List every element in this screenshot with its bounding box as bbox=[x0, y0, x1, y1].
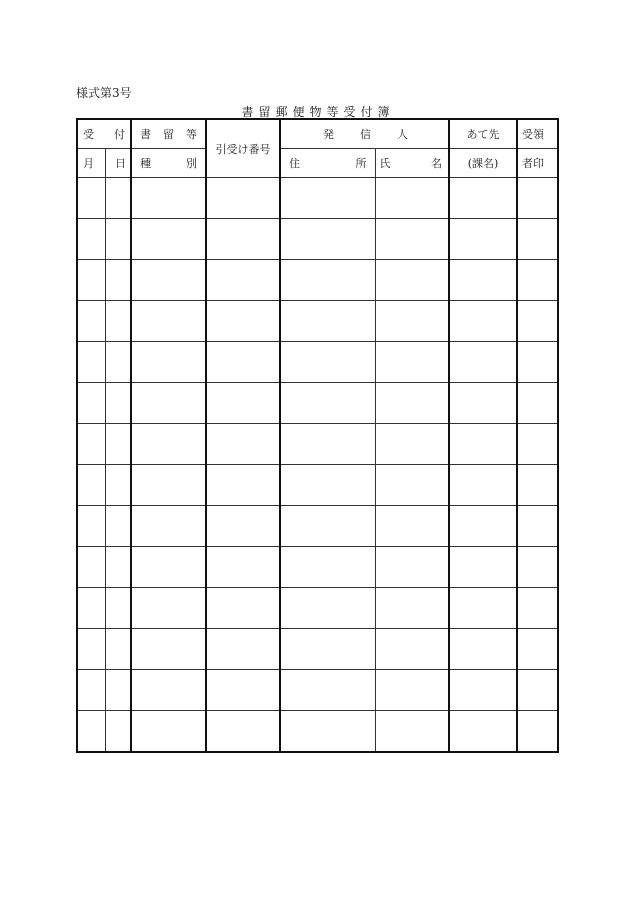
registered-mail-ledger bbox=[76, 118, 559, 753]
table-row bbox=[77, 547, 558, 588]
cell-registered-type[interactable] bbox=[131, 301, 206, 342]
cell-day[interactable] bbox=[105, 465, 131, 506]
cell-sender-address[interactable] bbox=[280, 629, 375, 670]
cell-destination[interactable] bbox=[449, 629, 517, 670]
cell-registered-type[interactable] bbox=[131, 178, 206, 219]
cell-destination[interactable] bbox=[449, 465, 517, 506]
cell-sender-address[interactable] bbox=[280, 588, 375, 629]
cell-tracking-number[interactable] bbox=[206, 424, 280, 465]
cell-day[interactable] bbox=[105, 178, 131, 219]
cell-sender-name[interactable] bbox=[375, 342, 449, 383]
cell-month[interactable] bbox=[77, 383, 105, 424]
cell-sender-name[interactable] bbox=[375, 629, 449, 670]
cell-receipt-seal[interactable] bbox=[517, 260, 558, 301]
cell-receipt-seal[interactable] bbox=[517, 424, 558, 465]
cell-receipt-seal[interactable] bbox=[517, 506, 558, 547]
cell-destination[interactable] bbox=[449, 424, 517, 465]
cell-month[interactable] bbox=[77, 670, 105, 711]
table-row bbox=[77, 383, 558, 424]
cell-day[interactable] bbox=[105, 670, 131, 711]
cell-sender-name[interactable] bbox=[375, 465, 449, 506]
cell-month[interactable] bbox=[77, 424, 105, 465]
cell-day[interactable] bbox=[105, 506, 131, 547]
cell-sender-name[interactable] bbox=[375, 547, 449, 588]
cell-registered-type[interactable] bbox=[131, 342, 206, 383]
cell-registered-type[interactable] bbox=[131, 219, 206, 260]
cell-day[interactable] bbox=[105, 629, 131, 670]
cell-registered-type[interactable] bbox=[131, 383, 206, 424]
cell-sender-name[interactable] bbox=[375, 383, 449, 424]
table-row bbox=[77, 178, 558, 219]
header-department: (課名) bbox=[449, 149, 517, 178]
cell-receipt-seal[interactable] bbox=[517, 711, 558, 753]
form-number: 様式第3号 bbox=[76, 86, 132, 100]
table-row bbox=[77, 506, 558, 547]
cell-receipt-seal[interactable] bbox=[517, 670, 558, 711]
cell-destination[interactable] bbox=[449, 342, 517, 383]
cell-destination[interactable] bbox=[449, 506, 517, 547]
cell-destination[interactable] bbox=[449, 547, 517, 588]
cell-sender-name[interactable] bbox=[375, 178, 449, 219]
cell-tracking-number[interactable] bbox=[206, 588, 280, 629]
cell-tracking-number[interactable] bbox=[206, 301, 280, 342]
cell-sender-name[interactable] bbox=[375, 670, 449, 711]
cell-month[interactable] bbox=[77, 301, 105, 342]
cell-destination[interactable] bbox=[449, 260, 517, 301]
cell-sender-address[interactable] bbox=[280, 301, 375, 342]
cell-receipt-seal[interactable] bbox=[517, 219, 558, 260]
cell-day[interactable] bbox=[105, 547, 131, 588]
cell-registered-type[interactable] bbox=[131, 629, 206, 670]
cell-month[interactable] bbox=[77, 465, 105, 506]
cell-sender-name[interactable] bbox=[375, 301, 449, 342]
cell-day[interactable] bbox=[105, 424, 131, 465]
cell-registered-type[interactable] bbox=[131, 588, 206, 629]
table-row bbox=[77, 219, 558, 260]
table-row bbox=[77, 465, 558, 506]
header-month: 月 bbox=[77, 149, 105, 178]
cell-sender-address[interactable] bbox=[280, 670, 375, 711]
cell-tracking-number[interactable] bbox=[206, 670, 280, 711]
cell-destination[interactable] bbox=[449, 588, 517, 629]
header-type: 種 別 bbox=[131, 149, 206, 178]
cell-sender-name[interactable] bbox=[375, 588, 449, 629]
table-row bbox=[77, 588, 558, 629]
header-name: 氏 名 bbox=[375, 149, 449, 178]
cell-sender-address[interactable] bbox=[280, 465, 375, 506]
cell-day[interactable] bbox=[105, 711, 131, 753]
cell-month[interactable] bbox=[77, 711, 105, 753]
cell-sender-address[interactable] bbox=[280, 506, 375, 547]
header-tracking-number: 引受け番号 bbox=[206, 119, 280, 178]
header-destination: あて先 bbox=[449, 119, 517, 149]
header-sender: 発 信 人 bbox=[280, 119, 449, 149]
cell-month[interactable] bbox=[77, 342, 105, 383]
cell-sender-address[interactable] bbox=[280, 260, 375, 301]
cell-sender-name[interactable] bbox=[375, 424, 449, 465]
page-title: 書留郵便物等受付簿 bbox=[241, 105, 395, 119]
cell-sender-address[interactable] bbox=[280, 178, 375, 219]
cell-month[interactable] bbox=[77, 219, 105, 260]
cell-month[interactable] bbox=[77, 588, 105, 629]
header-registered: 書 留 等 bbox=[131, 119, 206, 149]
cell-month[interactable] bbox=[77, 260, 105, 301]
table-row bbox=[77, 260, 558, 301]
cell-sender-name[interactable] bbox=[375, 506, 449, 547]
cell-month[interactable] bbox=[77, 547, 105, 588]
cell-receipt-seal[interactable] bbox=[517, 588, 558, 629]
cell-tracking-number[interactable] bbox=[206, 629, 280, 670]
cell-destination[interactable] bbox=[449, 711, 517, 753]
cell-tracking-number[interactable] bbox=[206, 219, 280, 260]
cell-sender-name[interactable] bbox=[375, 260, 449, 301]
cell-day[interactable] bbox=[105, 260, 131, 301]
table-row bbox=[77, 670, 558, 711]
cell-tracking-number[interactable] bbox=[206, 506, 280, 547]
cell-receipt-seal[interactable] bbox=[517, 465, 558, 506]
cell-tracking-number[interactable] bbox=[206, 342, 280, 383]
cell-registered-type[interactable] bbox=[131, 547, 206, 588]
table-row bbox=[77, 342, 558, 383]
cell-receipt-seal[interactable] bbox=[517, 178, 558, 219]
cell-day[interactable] bbox=[105, 301, 131, 342]
cell-tracking-number[interactable] bbox=[206, 465, 280, 506]
cell-month[interactable] bbox=[77, 506, 105, 547]
cell-tracking-number[interactable] bbox=[206, 178, 280, 219]
cell-sender-address[interactable] bbox=[280, 342, 375, 383]
cell-day[interactable] bbox=[105, 383, 131, 424]
cell-day[interactable] bbox=[105, 342, 131, 383]
cell-sender-address[interactable] bbox=[280, 424, 375, 465]
table-row bbox=[77, 629, 558, 670]
cell-month[interactable] bbox=[77, 629, 105, 670]
cell-tracking-number[interactable] bbox=[206, 260, 280, 301]
cell-sender-address[interactable] bbox=[280, 383, 375, 424]
cell-sender-address[interactable] bbox=[280, 711, 375, 753]
table-row bbox=[77, 711, 558, 753]
header-day: 日 bbox=[105, 149, 131, 178]
header-receipt: 受領 bbox=[517, 119, 558, 149]
cell-tracking-number[interactable] bbox=[206, 547, 280, 588]
cell-receipt-seal[interactable] bbox=[517, 342, 558, 383]
table-row bbox=[77, 424, 558, 465]
cell-registered-type[interactable] bbox=[131, 670, 206, 711]
cell-destination[interactable] bbox=[449, 219, 517, 260]
cell-registered-type[interactable] bbox=[131, 424, 206, 465]
cell-sender-address[interactable] bbox=[280, 219, 375, 260]
header-address: 住 所 bbox=[280, 149, 375, 178]
cell-destination[interactable] bbox=[449, 670, 517, 711]
cell-sender-name[interactable] bbox=[375, 711, 449, 753]
cell-registered-type[interactable] bbox=[131, 465, 206, 506]
cell-receipt-seal[interactable] bbox=[517, 301, 558, 342]
cell-sender-name[interactable] bbox=[375, 219, 449, 260]
cell-tracking-number[interactable] bbox=[206, 383, 280, 424]
cell-destination[interactable] bbox=[449, 301, 517, 342]
cell-destination[interactable] bbox=[449, 178, 517, 219]
cell-receipt-seal[interactable] bbox=[517, 547, 558, 588]
cell-receipt-seal[interactable] bbox=[517, 383, 558, 424]
cell-sender-address[interactable] bbox=[280, 547, 375, 588]
cell-registered-type[interactable] bbox=[131, 260, 206, 301]
cell-month[interactable] bbox=[77, 178, 105, 219]
cell-tracking-number[interactable] bbox=[206, 711, 280, 753]
cell-day[interactable] bbox=[105, 219, 131, 260]
cell-receipt-seal[interactable] bbox=[517, 629, 558, 670]
table-row bbox=[77, 301, 558, 342]
cell-destination[interactable] bbox=[449, 383, 517, 424]
cell-registered-type[interactable] bbox=[131, 711, 206, 753]
header-received: 受 付 bbox=[77, 119, 131, 149]
cell-registered-type[interactable] bbox=[131, 506, 206, 547]
cell-day[interactable] bbox=[105, 588, 131, 629]
header-seal: 者印 bbox=[517, 149, 558, 178]
